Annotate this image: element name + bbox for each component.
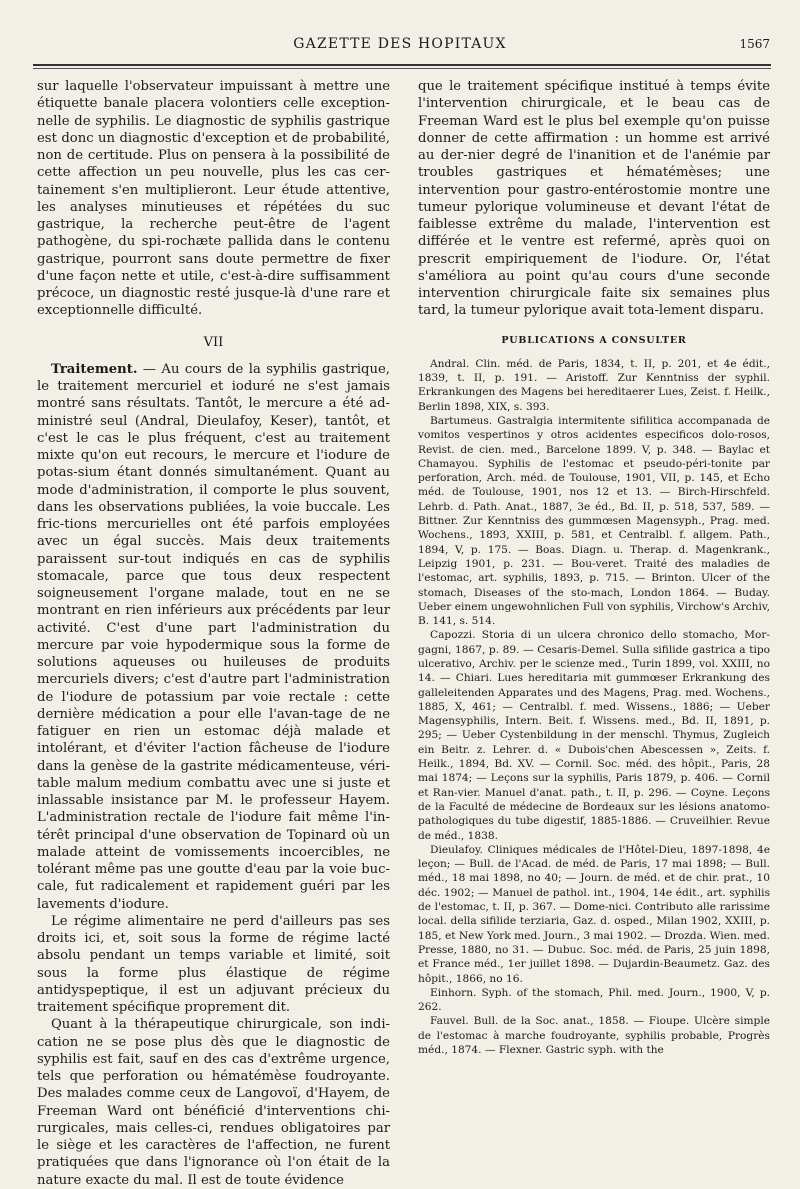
treatment-text: — Au cours de la syphilis gastrique, le traitement mercuriel et ioduré ne s'est jamais montré sans résultats. Tantôt, le mercure a été ad-ministré seul (Andral, Dieulafoy, Keser), tantôt, et c'est le cas le plus fréquent, c'est au traitement mixte qu'on eut recours, le mercure et l'iodure de potas-sium étant donnés simultanément. Quant au mode d'administration, il comporte le plus souvent, dans les observations publiées, la voie buccale. Les fric-tions mercurielles ont été parfois employées avec un égal succès. Mais deux traitements paraissent sur-tout indiqués en cas de syphilis stomacale, parce que tous deux respectent soigneusement l'organe malade, tout en ne se montrant en rien inférieurs aux précédents par leur activité. C'est d'une part l'administration du mercure par voie hypodermique sous la forme de solutions aqueuses ou huileuses de produits mercuriels divers; c'est d'autre part l'administration de l'iodure de potassium par voie rectale : cette dernière médication a pour elle l'avan-tage de ne fatiguer en rien un estomac déjà malade et intolérant, et d'éviter l'action fâcheuse de l'iodure dans la genèse de la gastrite médicamenteuse, véri-table malum medium combattu avec une si juste et inlassable insistance par M. le professeur Hayem. L'administration rectale de l'iodure fait même l'in-térêt principal d'une observation de Topinard où un malade atteint de vomissements incoercibles, ne tolérant même pas une goutte d'eau par la voie buc-cale, fut radicalement et rapidement guéri par les lavements d'iodure. xyxy=(37,361,390,912)
page-header xyxy=(30,36,770,60)
page-number: 1567 xyxy=(739,37,770,51)
treatment-heading: Traitement. xyxy=(51,361,138,377)
reference-entry: Fauvel. Bull. de la Soc. anat., 1858. — Fioupe. Ulcère simple de l'estomac à marche foudroyante, syphilis probable, Progrès méd., 1874. — Flexner. Gastric syph. with the xyxy=(418,1015,770,1056)
paragraph: sur laquelle l'observateur impuissant à mettre une étiquette banale placera volontiers celle exception-nelle de syphilis. Le diagnostic de syphilis gastrique est donc un diagnostic d'exception et de probabilité, non de certitude. Plus on pensera à la possibilité de cette affection un peu nouvelle, plus les cas cer-tainement s'en multiplieront. Leur étude attentive, les analyses minutieuses et répétées du suc gastrique, la recherche peut-être de l'agent pathogène, du spi-rochæte pallida dans le contenu gastrique, pourront sans doute permettre de fixer d'une façon nette et utile, c'est-à-dire suffisamment précoce, un diagnostic resté jusque-là d'une rare et exceptionnelle difficulté. xyxy=(37,79,390,319)
treatment-paragraph xyxy=(37,361,390,913)
references-list xyxy=(418,357,770,1058)
references-heading: PUBLICATIONS A CONSULTER xyxy=(501,334,687,346)
reference-entry: Bartumeus. Gastralgia intermitente sifilitica accompanada de vomitos vespertinos y otros acidentes especificos dolo-rosos, Revist. de cien. med., Barcelone 1899. V, p. 348. — Baylac et Chamayou. Syphilis de l'estomac et pseudo-péri-tonite par perforation, Arch. méd. de Toulouse, 1901, VII, p. 145, et Echo méd. de Toulouse, 1901, nos 12 et 13. — Birch-Hirschfeld. Lehrb. d. Path. Anat., 1887, 3e éd., Bd. II, p. 518, 537, 589. — Bittner. Zur Kenntniss des gummœsen Magensyph., Prag. med. Wochens., 1893, XXIII, p. 581, et Centralbl. f. allgem. Path., 1894, V, p. 175. — Boas. Diagn. u. Therap. d. Magenkrank., Leipzig 1901, p. 231. — Bou-veret. Traité des maladies de l'estomac, art. syphilis, 1893, p. 715. — Brinton. Ulcer of the stomach, Diseases of the sto-mach, London 1864. — Buday. Ueber einem ungewohnlichen Full von syphilis, Virchow's Archiv, B. 141, s. 514. xyxy=(418,414,770,628)
header-rule-thick xyxy=(33,64,771,66)
section-number: VII xyxy=(203,334,224,350)
paragraph: Le régime alimentaire ne perd d'ailleurs pas ses droits ici, et, soit sous la forme de régime lacté absolu pendant un temps variable et limité, soit sous la forme plus élastique de régime antidyspeptique, il est un adjuvant précieux du traitement spécifique proprement dit. xyxy=(37,913,390,1015)
paragraph: Quant à la thérapeutique chirurgicale, son indi-cation ne se pose plus dès que le diagnostic de syphilis est fait, sauf en des cas d'extrême urgence, tels que perforation ou hématémèse foudroyante. Des malades comme ceux de Langovoï, d'Hayem, de Freeman Ward ont bénéficié d'interventions chi-rurgicales, mais celles-ci, rendues obligatoires par le siège et les caractères de l'affection, ne furent pratiquées que dans l'ignorance où l'on était de la nature exacte du mal. Il est de toute évidence xyxy=(37,1017,390,1188)
header-rule-thin xyxy=(33,68,771,69)
reference-entry: Andral. Clin. méd. de Paris, 1834, t. II, p. 201, et 4e édit., 1839, t. II, p. 191. — Aristoff. Zur Kenntniss der syphil. Erkrankungen des Magens bei hereditaerer Lues, Zeist. f. Heilk., Berlin 1898, XIX, s. 393. xyxy=(418,357,770,413)
reference-entry: Einhorn. Syph. of the stomach, Phil. med. Journ., 1900, V, p. 262. xyxy=(418,986,770,1014)
journal-title: GAZETTE DES HOPITAUX xyxy=(293,36,507,52)
reference-entry: Capozzi. Storia di un ulcera chronico dello stomacho, Mor-gagni, 1867, p. 89. — Cesaris-Demel. Sulla sifilide gastrica a tipo ulcerativo, Archiv. per le scienze med., Turin 1899, vol. XXIII, no 14. — Chiari. Lues hereditaria mit gummœser Erkrankung des galleleitenden Apparates und des Magens, Prag. med. Wochens., 1885, X, 461; — Centralbl. f. med. Wissens., 1886; — Ueber Magensyphilis, Intern. Beit. f. Wissens. med., Bd. II, 1891, p. 295; — Ueber Cystenbildung in der menschl. Thymus, Zugleich ein Beitr. z. Lehrer. d. « Dubois'chen Abescessen », Zeits. f. Heilk., 1894, Bd. XV. — Cornil. Soc. méd. des hôpit., Paris, 28 mai 1874; — Leçons sur la syphilis, Paris 1879, p. 406. — Cornil et Ran-vier. Manuel d'anat. path., t. II, p. 296. — Coyne. Leçons de la Faculté de médecine de Bordeaux sur les lésions anatomo-pathologiques du tube digestif, 1885-1886. — Cruveilhier. Revue de méd., 1838. xyxy=(418,629,770,842)
right-column xyxy=(418,78,770,1057)
left-column xyxy=(37,78,390,1189)
reference-entry: Dieulafoy. Cliniques médicales de l'Hôtel-Dieu, 1897-1898, 4e leçon; — Bull. de l'Acad. de méd. de Paris, 17 mai 1898; — Bull. méd., 18 mai 1898, no 40; — Journ. de méd. et de chir. prat., 10 déc. 1902; — Manuel de pathol. int., 1904, 14e édit., art. syphilis de l'estomac, t. II, p. 367. — Dome-nici. Contributo alle rarissime local. della sifilide terziaria, Gaz. d. osped., Milan 1902, XXIII, p. 185, et New York med. Journ., 3 mai 1902. — Drozda. Wien. med. Presse, 1880, no 31. — Dubuc. Soc. méd. de Paris, 25 juin 1898, et France méd., 1er juillet 1898. — Dujardin-Beaumetz. Gaz. des hôpit., 1866, no 16. xyxy=(418,843,771,985)
paragraph: que le traitement spécifique institué à temps évite l'intervention chirurgicale, et le beau cas de Freeman Ward est le plus bel exemple qu'on puisse donner de cette affirmation : un homme est arrivé au der-nier degré de l'inanition et de l'anémie par troubles gastriques et hématémèses; une intervention pour gastro-entérostomie montre une tumeur pylorique volumineuse et devant l'état de faiblesse extrême du malade, l'intervention est différée et le ventre est refermé, après quoi on prescrit empiriquement de l'iodure. Or, l'état s'améliora au point qu'au cours d'une seconde intervention chirurgicale faite six semaines plus tard, la tumeur pylorique avait tota-lement disparu. xyxy=(418,79,770,319)
